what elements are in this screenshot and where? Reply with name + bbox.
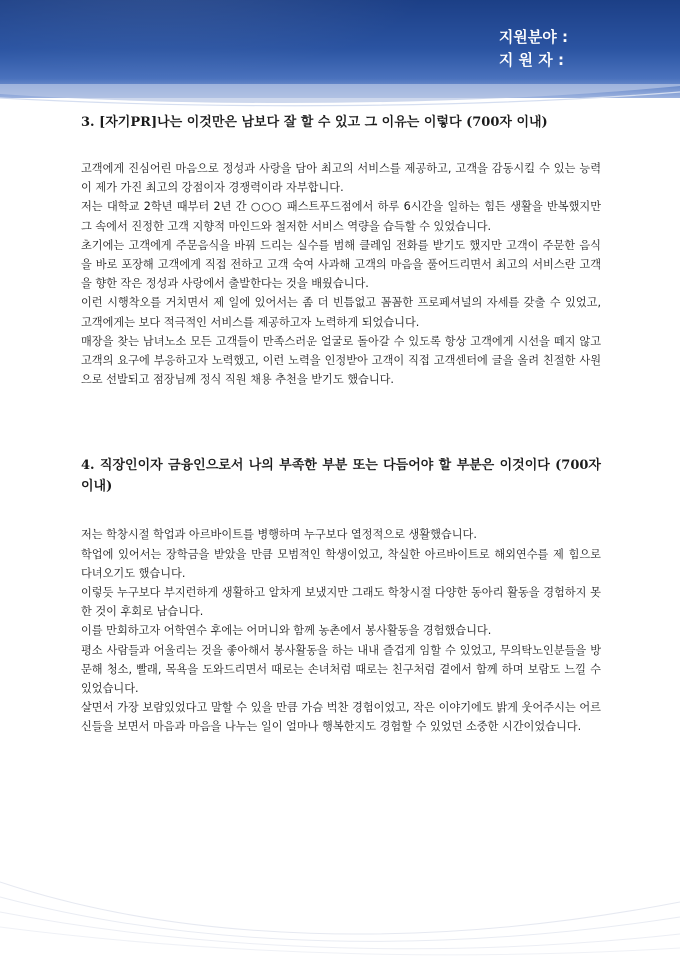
paragraph: 평소 사람들과 어울리는 것을 좋아해서 봉사활동을 하는 내내 즐겁게 임할 수 있었고, 무의탁노인분들을 방문해 청소, 빨래, 목욕을 도와드리면서 때로는 손녀처럼 때로는 친구처럼 곁에서 함께 하며 보람도 느낄 수 있었습니다. (81, 643, 601, 696)
section-title: 4. 직장인이자 금융인으로서 나의 부족한 부분 또는 다듬어야 할 부분은 이것이다 (700자 이내) (81, 458, 601, 495)
section-paragraphs (81, 159, 601, 389)
applicant-info (499, 26, 568, 72)
paragraph: 이런 시행착오를 거치면서 제 일에 있어서는 좀 더 빈틈없고 꼼꼼한 프로페셔널의 자세를 갖출 수 있었고, 고객에게는 보다 적극적인 서비스를 제공하고자 노력하게 되었습니다. (81, 296, 601, 329)
paragraph: 저는 대학교 2학년 때부터 2년 간 ○○○ 패스트푸드점에서 하루 6시간을 일하는 힘든 생활을 반복했지만 그 속에서 진정한 고객 지향적 마인드와 철저한 서비스 역량을 습득할 수 있었습니다. (81, 200, 601, 233)
section-paragraphs (81, 525, 601, 736)
field-label-application-area: 지원분야 : (498, 28, 568, 46)
section-weaknesses (81, 455, 601, 736)
document-body (81, 112, 601, 737)
field-label-applicant: 지 원 자 : (498, 51, 564, 69)
paragraph: 고객에게 진심어린 마음으로 정성과 사랑을 담아 최고의 서비스를 제공하고, 고객을 감동시킬 수 있는 능력이 제가 가진 최고의 강점이자 경쟁력이라 자부합니다. (81, 162, 601, 195)
paragraph: 저는 학창시절 학업과 아르바이트를 병행하며 누구보다 열정적으로 생활했습니다. (81, 528, 477, 542)
section-self-pr (81, 112, 601, 389)
section-title: 3. [자기PR]나는 이것만은 남보다 잘 할 수 있고 그 이유는 이렇다 (700자 이내) (81, 115, 548, 130)
paragraph: 살면서 가장 보람있었다고 말할 수 있을 만큼 가슴 벅찬 경험이었고, 작은 이야기에도 밝게 웃어주시는 어르신들을 보면서 마음과 마음을 나누는 일이 얼마나 행복한지도 경험할 수 있었던 소중한 시간이었습니다. (81, 701, 601, 734)
paragraph: 이를 만회하고자 어학연수 후에는 어머니와 함께 농촌에서 봉사활동을 경험했습니다. (81, 624, 492, 638)
paragraph: 초기에는 고객에게 주문음식을 바꿔 드리는 실수를 범해 클레임 전화를 받기도 했지만 고객이 주문한 음식을 바로 포장해 고객에게 직접 전하고 고객 숙여 사과해 고객의 마음을 풀어드리면서 최고의 서비스란 고객을 향한 작은 정성과 사랑에서 출발한다는 것을 배웠습니다. (81, 238, 601, 291)
paragraph: 이렇듯 누구보다 부지런하게 생활하고 알차게 보냈지만 그래도 학창시절 다양한 동아리 활동을 경험하지 못한 것이 후회로 남습니다. (81, 586, 601, 619)
paragraph: 매장을 찾는 남녀노소 모든 고객들이 만족스러운 얼굴로 돌아갈 수 있도록 항상 고객에게 시선을 떼지 않고 고객의 요구에 부응하고자 노력했고, 이런 노력을 인정받아 고객이 직접 고객센터에 글을 올려 친절한 사원으로 선발되고 점장님께 정식 직원 채용 추천을 받기도 했습니다. (81, 334, 601, 387)
footer-wave-decoration (0, 842, 680, 962)
header-swoosh (0, 84, 680, 112)
paragraph: 학업에 있어서는 장학금을 받았을 만큼 모범적인 학생이었고, 착실한 아르바이트로 해외연수를 제 힘으로 다녀오기도 했습니다. (81, 547, 601, 580)
